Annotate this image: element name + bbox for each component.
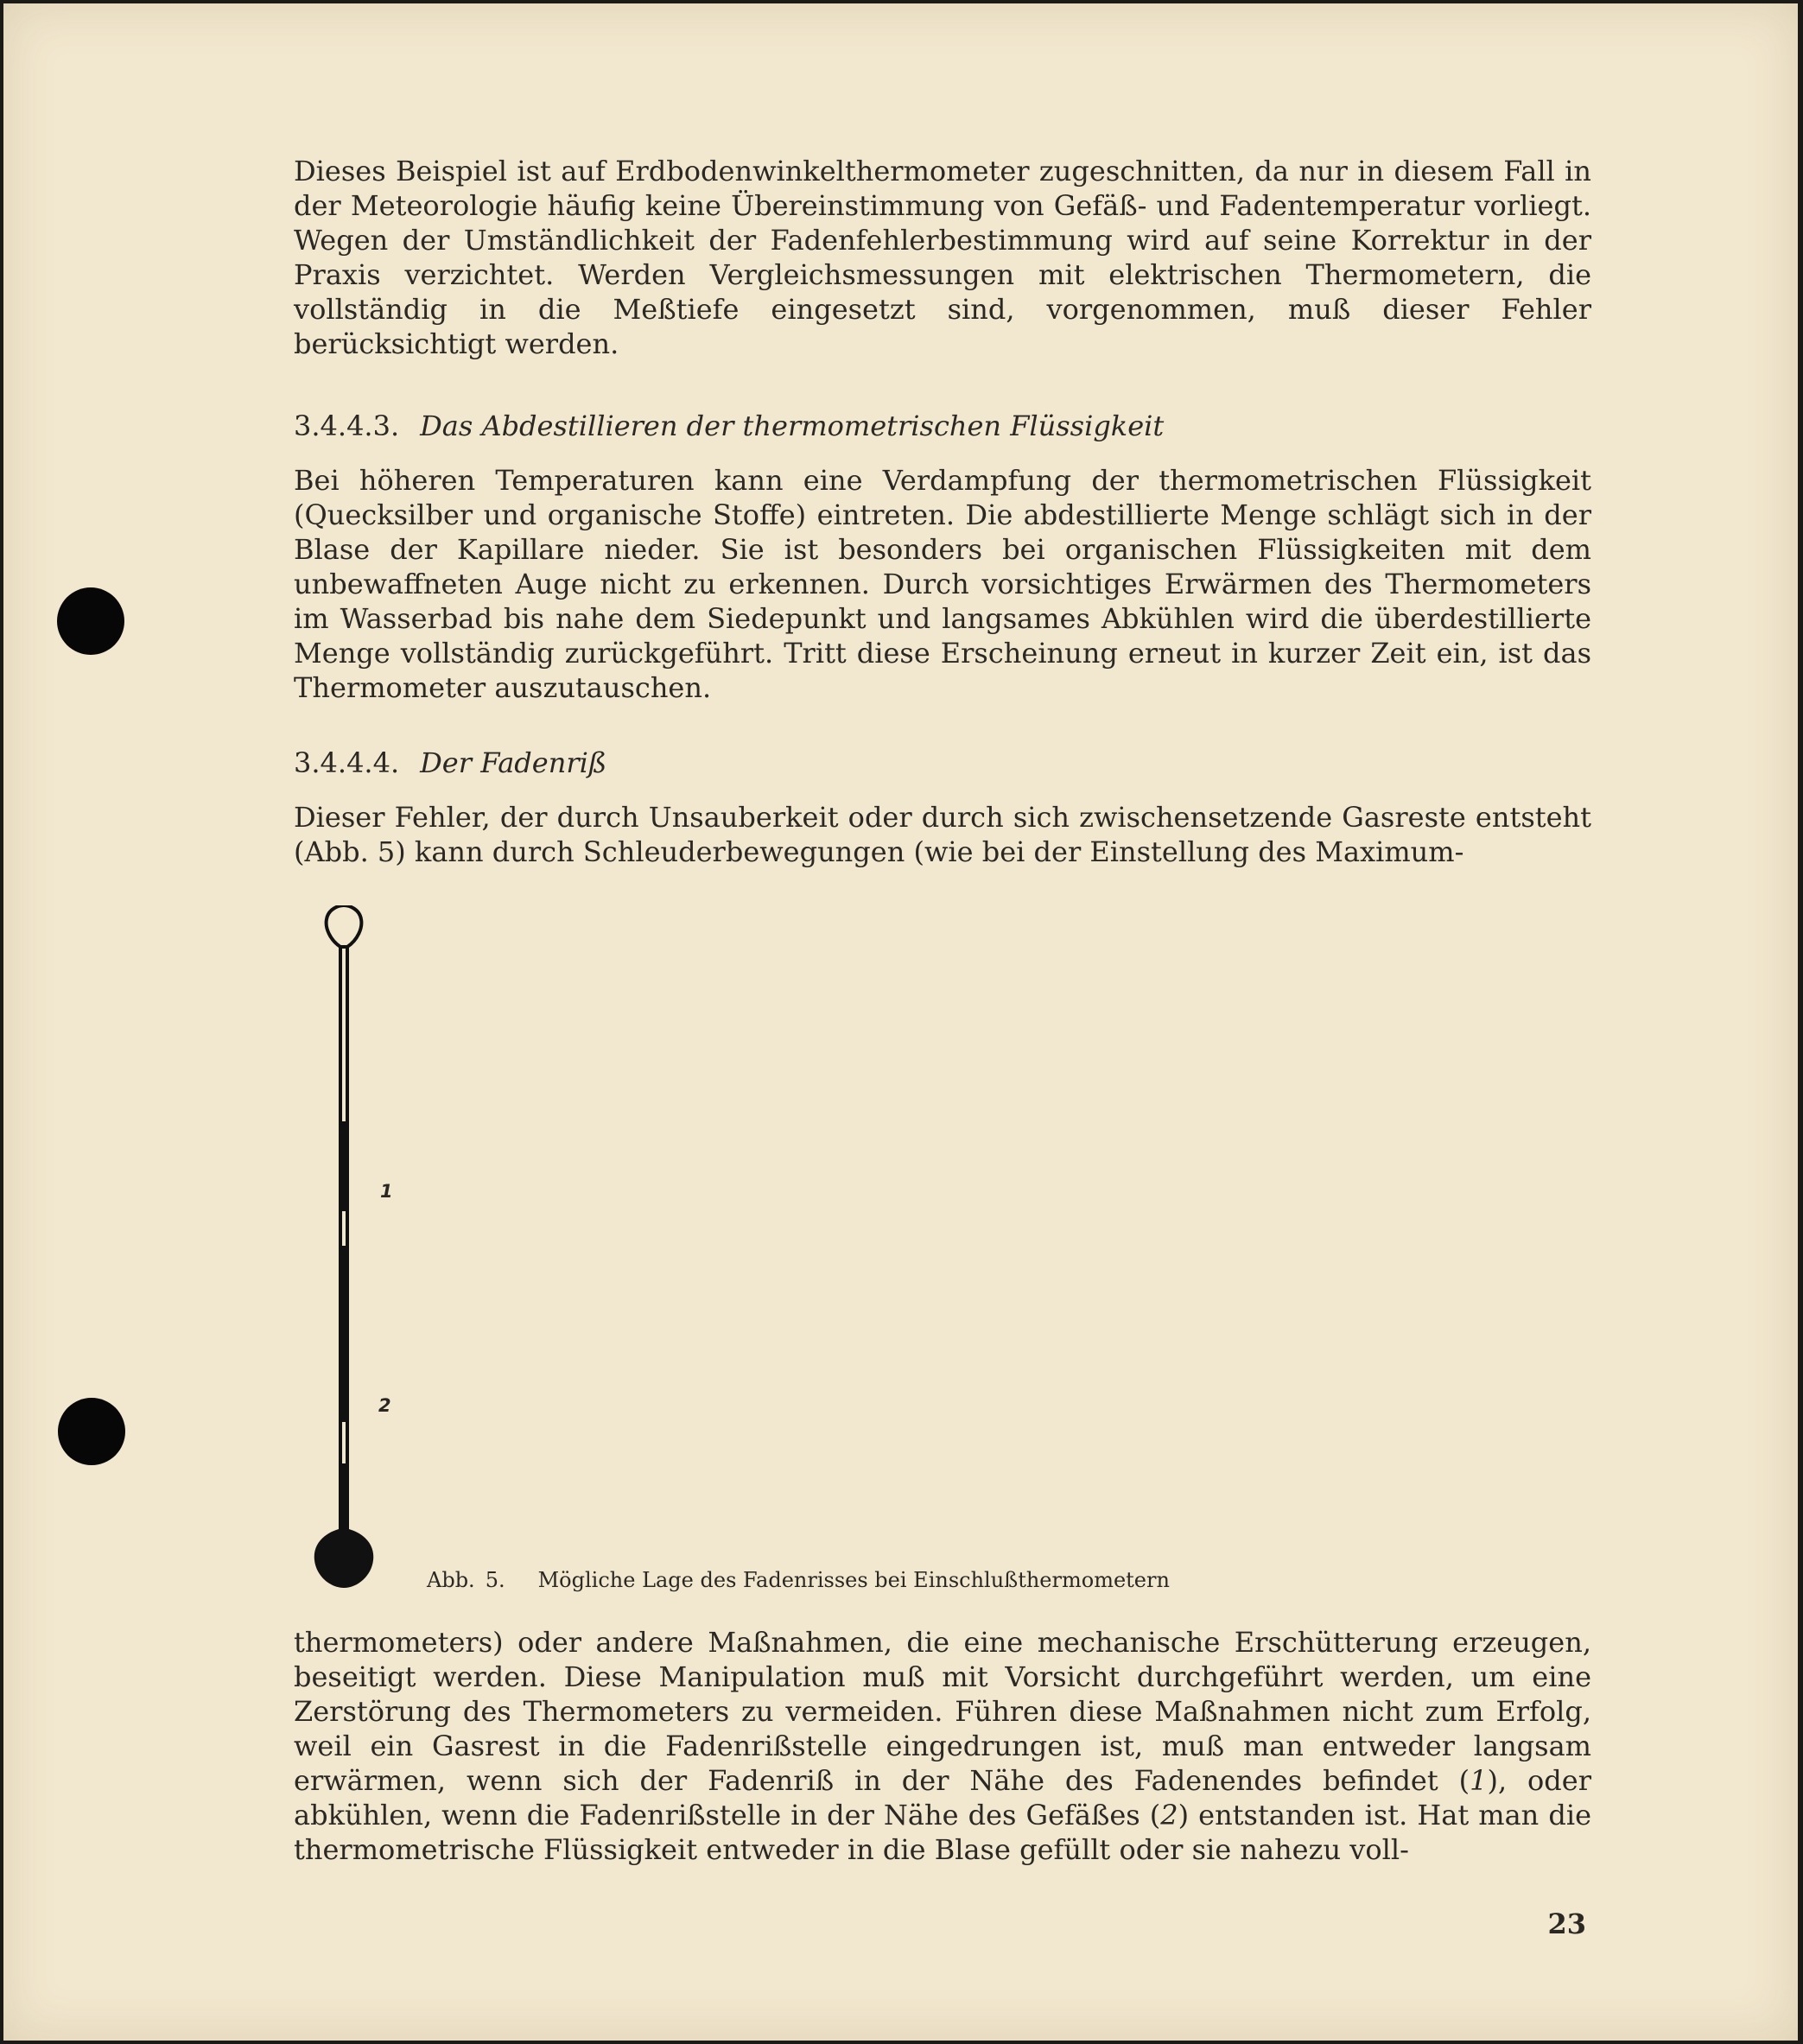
punch-hole-top	[57, 587, 124, 655]
liquid-column-middle	[339, 1246, 349, 1422]
page-number: 23	[1547, 1908, 1586, 1940]
caption-text: Mögliche Lage des Fadenrisses bei Einschlußthermometern	[537, 1568, 1170, 1592]
liquid-column-upper	[339, 1121, 349, 1211]
thermometer-top-bulb	[327, 905, 362, 947]
figure-ref-1: 1	[1470, 1764, 1488, 1797]
caption-number: 5.	[485, 1568, 505, 1592]
section-number: 3.4.4.3.	[294, 409, 400, 442]
figure-label-1: 1	[380, 1181, 393, 1202]
caption-prefix: Abb.	[427, 1568, 475, 1592]
document-page	[3, 3, 1798, 2041]
figure-label-2: 2	[378, 1395, 391, 1416]
thermometer-figure	[313, 905, 416, 1596]
paragraph-text: thermometers) oder andere Maßnahmen, die eine mechanische Erschütterung erzeugen, beseitigt werden. Diese Manipulation muß mit Vorsicht durchgeführt werden, um eine Zerstörung des Thermometers zu vermeiden. Führen diese Maßnahmen nicht zum Erfolg, weil ein Gasrest in die Fadenrißstelle eingedrungen ist, muß man entweder langsam erwärmen, wenn sich der Fadenriß in der Nähe des Fadenendes befindet (	[294, 1626, 1591, 1797]
figure-caption	[427, 1567, 1170, 1593]
paragraph-continuation	[294, 1625, 1591, 1867]
paragraph-abdestillieren: Bei höheren Temperaturen kann eine Verdampfung der thermometrischen Flüssigkeit (Quecksilber und organische Stoffe) eintreten. Die abdestillierte Menge schlägt sich in der Blase der Kapillare nieder. Sie ist besonders bei organischen Flüssigkeiten mit dem unbewaffneten Auge nicht zu erkennen. Durch vorsichtiges Erwärmen des Thermometers im Wasserbad bis nahe dem Siedepunkt und langsames Abkühlen wird die überdestillierte Menge vollständig zurückgeführt. Tritt diese Erscheinung erneut in kurzer Zeit ein, ist das Thermometer auszutauschen.	[294, 464, 1591, 704]
liquid-column-lower	[339, 1463, 349, 1534]
section-title: Der Fadenriß	[420, 746, 607, 779]
thermometer-reservoir-bulb	[314, 1529, 374, 1588]
punch-hole-bottom	[58, 1398, 125, 1465]
figure-ref-2: 2	[1160, 1799, 1178, 1831]
section-number: 3.4.4.4.	[294, 746, 400, 779]
paragraph-intro: Dieses Beispiel ist auf Erdbodenwinkelthermometer zugeschnitten, da nur in diesem Fall in der Meteorologie häufig keine Übereinstimmung von Gefäß- und Fadentemperatur vorliegt. Wegen der Umständlichkeit der Fadenfehlerbestimmung wird auf seine Korrektur in der Praxis verzichtet. Werden Vergleichsmessungen mit elektrischen Thermometern, die vollständig in die Meßtiefe eingesetzt sind, vorgenommen, muß dieser Fehler berücksichtigt werden.	[294, 155, 1591, 360]
section-title: Das Abdestillieren der thermometrischen Flüssigkeit	[420, 409, 1165, 442]
section-heading-3-4-4-3	[294, 409, 1164, 443]
paragraph-text: ) entstanden ist. Hat man die thermometrische Flüssigkeit entweder in die Blase gefüllt oder sie nahezu voll-	[294, 1799, 1592, 1866]
paragraph-text: ), oder abkühlen, wenn die Fadenrißstelle in der Nähe des Gefäßes (	[294, 1764, 1592, 1831]
section-heading-3-4-4-4	[294, 746, 606, 780]
paragraph-fadenriss: Dieser Fehler, der durch Unsauberkeit oder durch sich zwischensetzende Gasreste entsteht (Abb. 5) kann durch Schleuderbewegungen (wie bei der Einstellung des Maximum-	[294, 801, 1591, 868]
